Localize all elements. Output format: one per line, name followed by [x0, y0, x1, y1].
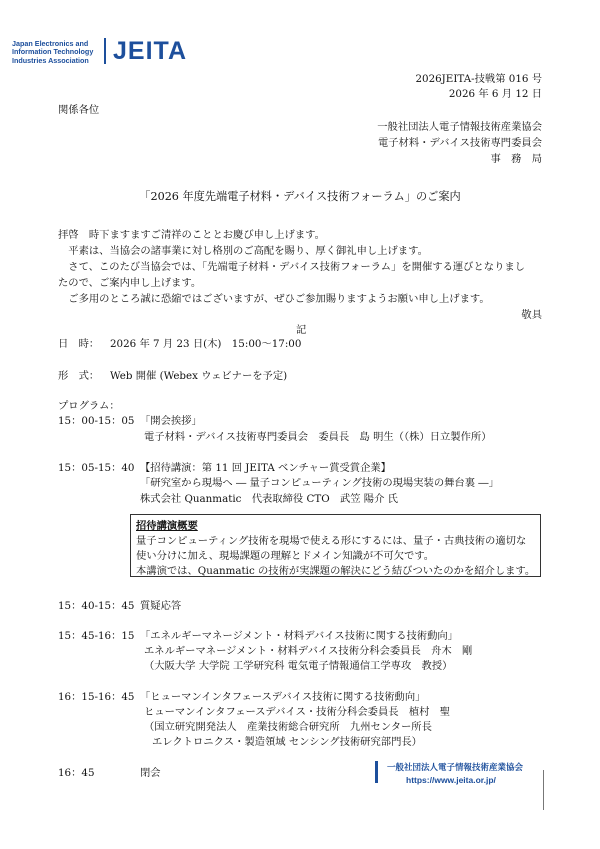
- greeting-line-4: たので、ご案内申し上げます。: [58, 277, 202, 289]
- program-time-1: 15：00-15：05: [58, 415, 135, 427]
- program-title-5: 「ヒューマンインタフェースデバイス技術に関する技術動向」: [140, 691, 426, 703]
- summary-line-1: 量子コンピューティング技術を現場で使える形にするには、量子・古典技術の適切な: [136, 535, 527, 547]
- greeting-line-3: さて、このたび当協会では、「先端電子材料・デバイス技術フォーラム」を開催する運びとなりまし: [58, 261, 525, 273]
- org-en-line-1: Japan Electronics and: [12, 39, 89, 48]
- org-en-line-3: Industries Association: [12, 55, 89, 65]
- program-title-4: 「エネルギーマネージメント・材料デバイス技術に関する技術動向」: [140, 630, 458, 642]
- summary-line-3: 本講演では、Quanmatic の技術が実課題の解決にどう結びついたのかを紹介します。: [136, 565, 536, 577]
- summary-line-2: 使い分けに加え、現場課題の理解とドメイン知識が不可欠です。: [136, 550, 435, 562]
- program-time-3: 15：40-15：45: [58, 600, 135, 612]
- sender-office: 事 務 局: [490, 153, 542, 165]
- summary-heading: 招待講演概要: [136, 520, 198, 532]
- program-label: プログラム：: [58, 400, 120, 412]
- page-title: 「2026 年度先端電子材料・デバイス技術フォーラム」のご案内: [139, 190, 461, 203]
- datetime-value: 2026 年 7 月 23 日(木) 15:00～17:00: [110, 338, 302, 350]
- closing-word: 敬具: [521, 309, 542, 321]
- program-time-4: 15：45-16：15: [58, 630, 135, 642]
- program-affiliation-5a: （国立研究開発法人 産業技術総合研究所 九州センター所長: [144, 721, 432, 733]
- footer-url-link[interactable]: https://www.jeita.or.jp/: [406, 775, 496, 785]
- program-speaker-1: 電子材料・デバイス技術専門委員会 委員長 島 明生（（株）日立製作所）: [144, 431, 492, 443]
- format-value: Web 開催 (Webex ウェビナーを予定): [110, 370, 288, 382]
- org-name-english: [12, 40, 93, 65]
- sender-committee: 電子材料・デバイス技術専門委員会: [377, 137, 542, 149]
- greeting-line-1: 拝啓 時下ますますご清祥のこととお慶び申し上げます。: [58, 229, 325, 241]
- program-time-2: 15：05-15：40: [58, 462, 135, 474]
- program-time-6: 16：45: [58, 767, 95, 779]
- program-subtitle-2: 「研究室から現場へ ― 量子コンピューティング技術の現場実装の舞台裏 ―」: [140, 477, 499, 489]
- sender-org: 一般社団法人電子情報技術産業協会: [377, 121, 542, 133]
- greeting-line-5: ご多用のところ誠に恐縮ではございますが、ぜひご参加賜りますようお願い申し上げます。: [58, 293, 490, 305]
- program-title-2: 【招待講演：第 11 回 JEITA ベンチャー賞受賞企業】: [140, 462, 391, 474]
- org-en-line-2: Information Technology: [12, 47, 94, 57]
- format-label: 形 式：: [58, 370, 100, 382]
- footer-org-name: 一般社団法人電子情報技術産業協会: [387, 762, 524, 772]
- jeita-logo: JEITA: [113, 37, 187, 65]
- document-date: 2026 年 6 月 12 日: [448, 88, 542, 100]
- program-title-3: 質疑応答: [140, 600, 182, 612]
- program-speaker-5: ヒューマンインタフェースデバイス・技術分科会委員長 植村 聖: [144, 706, 451, 718]
- datetime-label: 日 時：: [58, 338, 100, 350]
- document-number: 2026JEITA-技戦第 016 号: [415, 73, 542, 85]
- addressee: 関係各位: [58, 104, 100, 116]
- program-title-6: 閉会: [140, 767, 161, 779]
- program-speaker-4: エネルギーマネージメント・材料デバイス技術分科会委員長 舟木 剛: [144, 645, 473, 657]
- logo-divider: [104, 38, 106, 64]
- ki-mark: 記: [296, 324, 307, 336]
- program-affiliation-4: （大阪大学 大学院 工学研究科 電気電子情報通信工学専攻 教授）: [144, 660, 453, 672]
- program-affiliation-5b: エレクトロニクス・製造領域 センシング技術研究部門長）: [152, 736, 422, 748]
- footer-accent-bar: [375, 761, 378, 783]
- footer-divider: [543, 770, 544, 810]
- program-time-5: 16：15-16：45: [58, 691, 135, 703]
- program-title-1: 「開会挨拶」: [140, 415, 202, 427]
- greeting-line-2: 平素は、当協会の諸事業に対し格別のご高配を賜り、厚く御礼申し上げます。: [58, 245, 428, 257]
- program-speaker-2: 株式会社 Quanmatic 代表取締役 CTO 武笠 陽介 氏: [140, 493, 398, 505]
